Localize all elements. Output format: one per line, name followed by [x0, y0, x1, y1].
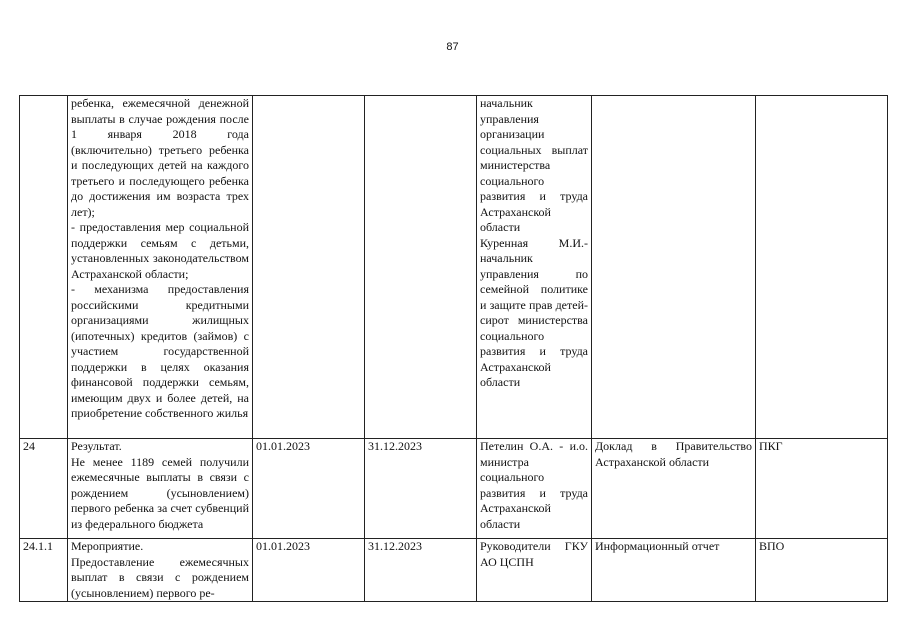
cell-control: [756, 96, 888, 439]
cell-start-date: 01.01.2023: [253, 539, 365, 602]
cell-control: ПКГ: [756, 439, 888, 539]
cell-description: Мероприятие. Предоставление ежемесячных выплат в связи с рождением (усыновлением) первого ре-: [68, 539, 253, 602]
cell-control: ВПО: [756, 539, 888, 602]
table-row: [20, 439, 888, 539]
cell-start-date: 01.01.2023: [253, 439, 365, 539]
cell-result: [592, 96, 756, 439]
cell-executor: начальник управления организации социальных выплат министерства социального развития и труда Астраханской области Куренная М.И.- начальник управления по семейной политике и защите прав детей-сирот министерства социального развития и труда Астраханской области: [477, 96, 592, 439]
cell-executor: Руководители ГКУ АО ЦСПН: [477, 539, 592, 602]
cell-number: 24: [20, 439, 68, 539]
cell-executor: Петелин О.А. - и.о. министра социального развития и труда Астраханской области: [477, 439, 592, 539]
cell-start-date: [253, 96, 365, 439]
cell-end-date: [365, 96, 477, 439]
cell-description: Результат. Не менее 1189 семей получили ежемесячные выплаты в связи с рождением (усыновлением) первого ребенка за счет субвенций из федерального бюджета: [68, 439, 253, 539]
cell-end-date: 31.12.2023: [365, 439, 477, 539]
cell-number: [20, 96, 68, 439]
cell-result: Информационный отчет: [592, 539, 756, 602]
table-row: [20, 539, 888, 602]
cell-description: ребенка, ежемесячной денежной выплаты в случае рождения после 1 января 2018 года (включительно) третьего ребенка и последующих детей на каждого третьего и последующего ребенка до достижения им возраста трех лет); - предоставления мер социальной поддержки семьям с детьми, установленных законодательством Астраханской области; - механизма предоставления российскими кредитными организациями жилищных (ипотечных) кредитов (займов) с участием государственной поддержки в целях оказания финансовой поддержки семьям, имеющим двух и более детей, на приобретение собственного жилья: [68, 96, 253, 439]
plan-table: [19, 95, 888, 602]
cell-end-date: 31.12.2023: [365, 539, 477, 602]
cell-number: 24.1.1: [20, 539, 68, 602]
page-number: 87: [446, 41, 459, 53]
table-row: [20, 96, 888, 439]
cell-result: Доклад в Правительство Астраханской области: [592, 439, 756, 539]
